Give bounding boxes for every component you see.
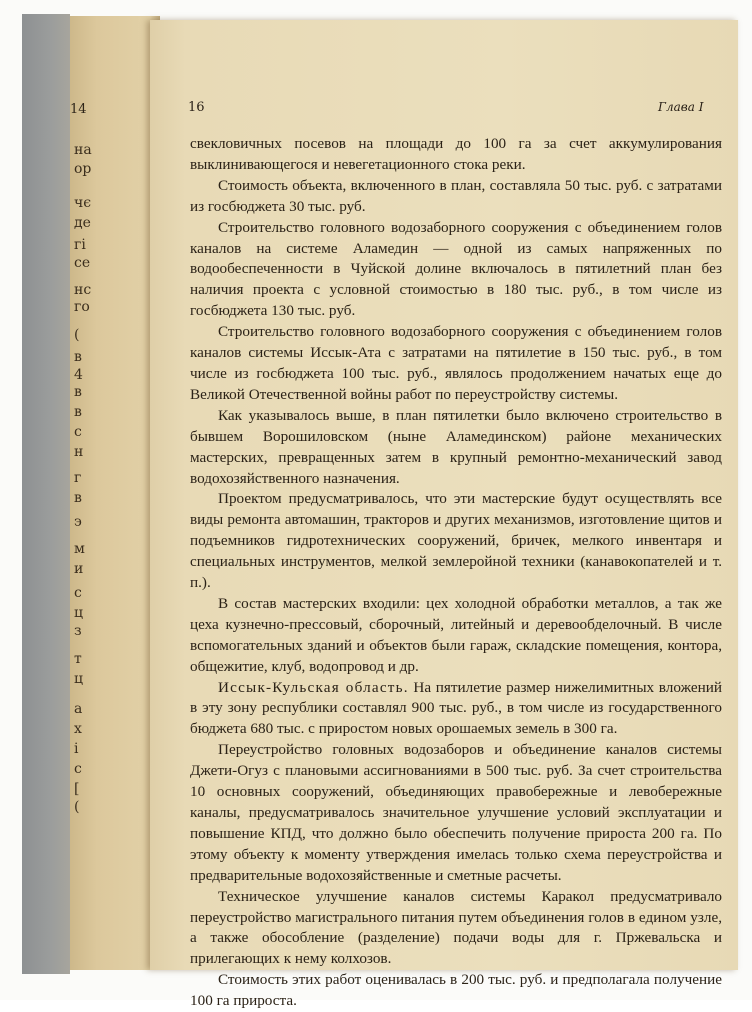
section-lead: Иссык-Кульская область.	[218, 678, 409, 696]
previous-page-fragment: нс	[74, 282, 92, 298]
previous-page-fragment: ц	[74, 605, 84, 621]
previous-page-fragment: и	[74, 561, 84, 577]
page-number: 16	[188, 100, 205, 115]
previous-page-fragment: с	[74, 424, 82, 440]
paragraph: В состав мастерских входили: цех холодной обработки металлов, а так же цеха кузнечно-прессовый, сборочный, литейный и деревообделочный. В числе вспомогательных зданий и объектов были гараж, складские помещения, контора, общежитие, клуб, водопровод и др.	[190, 594, 722, 675]
paragraph: Проектом предусматривалось, что эти мастерские будут осуществлять все виды ремонта автомашин, тракторов и других механизмов, изготовление щитов и подъемников гидротехнических сооружений, бричек, мелкого инвентаря и специальных инструментов, мелкой землеройной техники (канавокопателей и т. п.).	[190, 490, 722, 592]
previous-page-fragment: де	[74, 215, 91, 231]
paragraph: свекловичных посевов на площади до 100 га за счет аккумулирования выклинивающегося и невегетационного стока реки.	[190, 135, 722, 173]
previous-page-fragment: ц	[74, 671, 84, 687]
previous-page-fragment: се	[74, 255, 91, 271]
previous-page-fragment: г	[74, 470, 82, 486]
running-head: Глава I	[658, 100, 704, 114]
scanner-shadow-strip	[22, 14, 70, 974]
paragraph: Стоимость этих работ оценивалась в 200 тыс. руб. и предполагала получение 100 га прироста.	[190, 971, 722, 1010]
paragraph: Техническое улучшение каналов системы Каракол предусматривало переустройство магистрального питания путем объединения голов в едином узле, а также обособление (разделение) подачи воды для г. Пржевальска и прилегающих к нему колхозов.	[190, 887, 722, 968]
previous-page-fragment: т	[74, 651, 82, 667]
previous-page-fragment: с	[74, 761, 82, 777]
previous-page-fragment: в	[74, 384, 82, 400]
paragraph-issyk-kul	[190, 678, 722, 741]
previous-page-fragment: (	[74, 799, 80, 815]
previous-page-fragment: [	[74, 781, 80, 797]
previous-page-fragment: на	[74, 142, 92, 158]
previous-page-fragment: гі	[74, 237, 86, 253]
page-body-text	[190, 134, 722, 1012]
previous-page-fragment: з	[74, 623, 82, 639]
previous-page-fragment: і	[74, 741, 79, 757]
paragraph: Как указывалось выше, в план пятилетки было включено строительство в бывшем Ворошиловском (ныне Аламединском) районе механических мастерских, превращенных затем в крупный ремонтно-механический завод водохозяйственного назначения.	[190, 406, 722, 487]
previous-page-fragment: с	[74, 585, 82, 601]
previous-page-fragment: в	[74, 349, 82, 365]
previous-page-fragment: в	[74, 490, 82, 506]
previous-page-fragment: 4	[74, 367, 83, 383]
previous-page-fragment: н	[74, 444, 84, 460]
paragraph: Переустройство головных водозаборов и объединение каналов системы Джети-Огуз с плановыми ассигнованиями в 500 тыс. руб. За счет строительства 10 основных сооружений, объединяющих правобережные и левобережные каналы, предусматривалось значительное улучшение условий эксплуатации и повышение КПД, что должно было обеспечить получение прироста 200 га. По этому объекту к моменту утверждения имелась только схема переустройства и предварительные водохозяйственные и сметные расчеты.	[190, 741, 722, 884]
section-text: На пятилетие размер нижелимитных вложений в эту зону республики составлял 900 тыс. руб., в том числе из государственного бюджета 680 тыс. с приростом новых орошаемых земель в 300 га.	[190, 678, 722, 738]
previous-page-number: 14	[70, 102, 87, 117]
previous-page-fragment: чє	[74, 195, 92, 211]
paragraph: Строительство головного водозаборного сооружения с объединением голов каналов на системе Аламедин — одной из самых напряженных по водообеспеченности в Чуйской долине включалось в пятилетний план без наличия проекта с условной стоимостью в 180 тыс. руб., в том числе из госбюджета 130 тыс. руб.	[190, 218, 722, 320]
previous-page-fragment: ор	[74, 161, 92, 177]
previous-page-fragment: (	[74, 327, 80, 343]
previous-page-fragment: э	[74, 514, 82, 530]
previous-page-fragment: м	[74, 541, 85, 557]
previous-page-fragment: х	[74, 721, 82, 737]
previous-page-fragment: в	[74, 404, 82, 420]
paragraph: Стоимость объекта, включенного в план, составляла 50 тыс. руб. с затратами из госбюджета 30 тыс. руб.	[190, 176, 722, 215]
previous-page-fragment: а	[74, 701, 83, 717]
previous-page-fragment: го	[74, 299, 90, 315]
paragraph: Строительство головного водозаборного сооружения с объединением голов каналов системы Иссык-Ата с затратами на пятилетие в 150 тыс. руб., в том числе из госбюджета 100 тыс. руб., являлось продолжением начатых еще до Великой Отечественной войны работ по переустройству системы.	[190, 323, 722, 403]
